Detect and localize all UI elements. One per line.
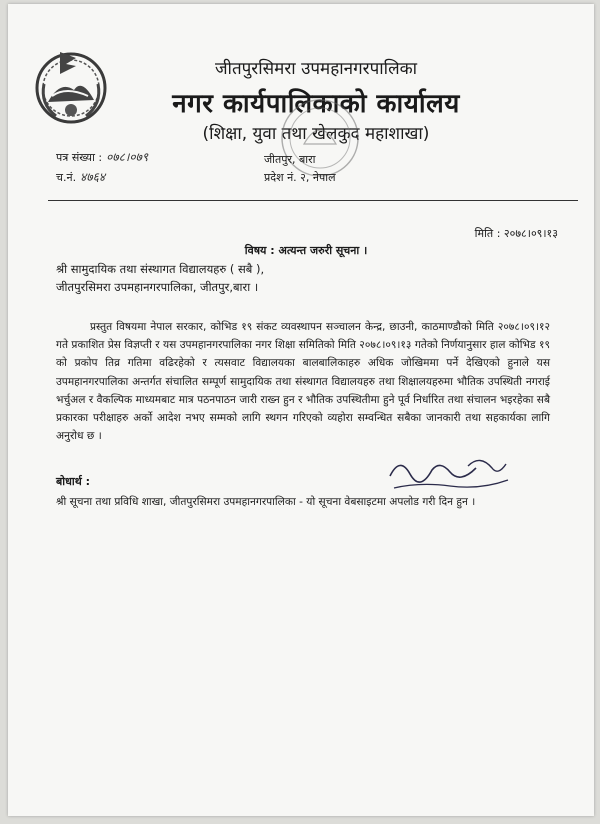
address-line-1: जीतपुर, बारा — [264, 153, 316, 166]
cc-label: बोधार्थ : — [56, 475, 91, 488]
chalani-label: च.नं. — [56, 171, 77, 184]
letter-page — [8, 4, 594, 816]
patra-label: पत्र संख्या : — [56, 151, 103, 164]
chalani-value: ४७६४ — [80, 170, 106, 184]
patra-sankhya — [56, 148, 148, 165]
letter-body — [56, 318, 550, 445]
chalani-number — [56, 168, 105, 185]
municipality-name: जीतपुरसिमरा उपमहानगरपालिका — [214, 59, 418, 79]
header-divider — [48, 200, 578, 201]
body-paragraph: प्रस्तुत विषयमा नेपाल सरकार, कोभिड १९ संकट व्यवस्थापन सञ्चालन केन्द्र, छाउनी, काठमाण्डौको मिति २०७८।०९।१२ गते प्रकाशित प्रेस विज्ञप्ती र यस उपमहानगरपालिका नगर शिक्षा समितिको मिति २०७८।०९।१३ गतेको निर्णयानुसार हाल कोभिड १९ को प्रकोप तिव्र गतिमा वढिरहेको र त्यसवाट विद्यालयका बालबालिकाहरु अधिक जोखिममा पर्ने देखिएको हुनाले यस उपमहानगरपालिका अन्तर्गत संचालित सम्पूर्ण सामुदायिक तथा संस्थागत विद्यालयहरु तथा शिक्षालयहरुमा भौतिक उपस्थिती नगराई भर्चुअल र वैकल्पिक माध्यमबाट मात्र पठनपाठन जारी राख्न हुन र भौतिक उपस्थितीमा हुने पूर्व निर्धारित तथा संचालन भइरहेका सबै प्रकारका परीक्षाहरु अर्को आदेश नभए सम्मको लागि स्थगन गरिएको व्यहोरा सम्वन्धित सबैका जानकारी तथा सहकार्यका लागि अनुरोध छ । — [56, 321, 550, 443]
address-line-2: प्रदेश नं. २, नेपाल — [264, 171, 336, 184]
recipient-line-1: श्री सामुदायिक तथा संस्थागत विद्यालयहरु ( सबै ), — [56, 262, 265, 276]
office-seal-icon — [278, 96, 362, 180]
letter-subject: विषय : अत्यन्त जरुरी सूचना । — [244, 244, 368, 257]
letter-date: मिति : २०७८।०९।१३ — [474, 227, 558, 240]
patra-value: ०७८।०७९ — [106, 150, 149, 164]
cc-text: श्री सूचना तथा प्रविधि शाखा, जीतपुरसिमरा उपमहानगरपालिका - यो सूचना वेबसाइटमा अपलोड गरी दिन हुन । — [56, 496, 476, 508]
office-name: नगर कार्यपालिकाको कार्यालय — [172, 89, 460, 119]
recipient-line-2: जीतपुरसिमरा उपमहानगरपालिका, जीतपुर,बारा । — [56, 280, 259, 294]
branch-name: (शिक्षा, युवा तथा खेलकुद महाशाखा) — [202, 124, 430, 144]
